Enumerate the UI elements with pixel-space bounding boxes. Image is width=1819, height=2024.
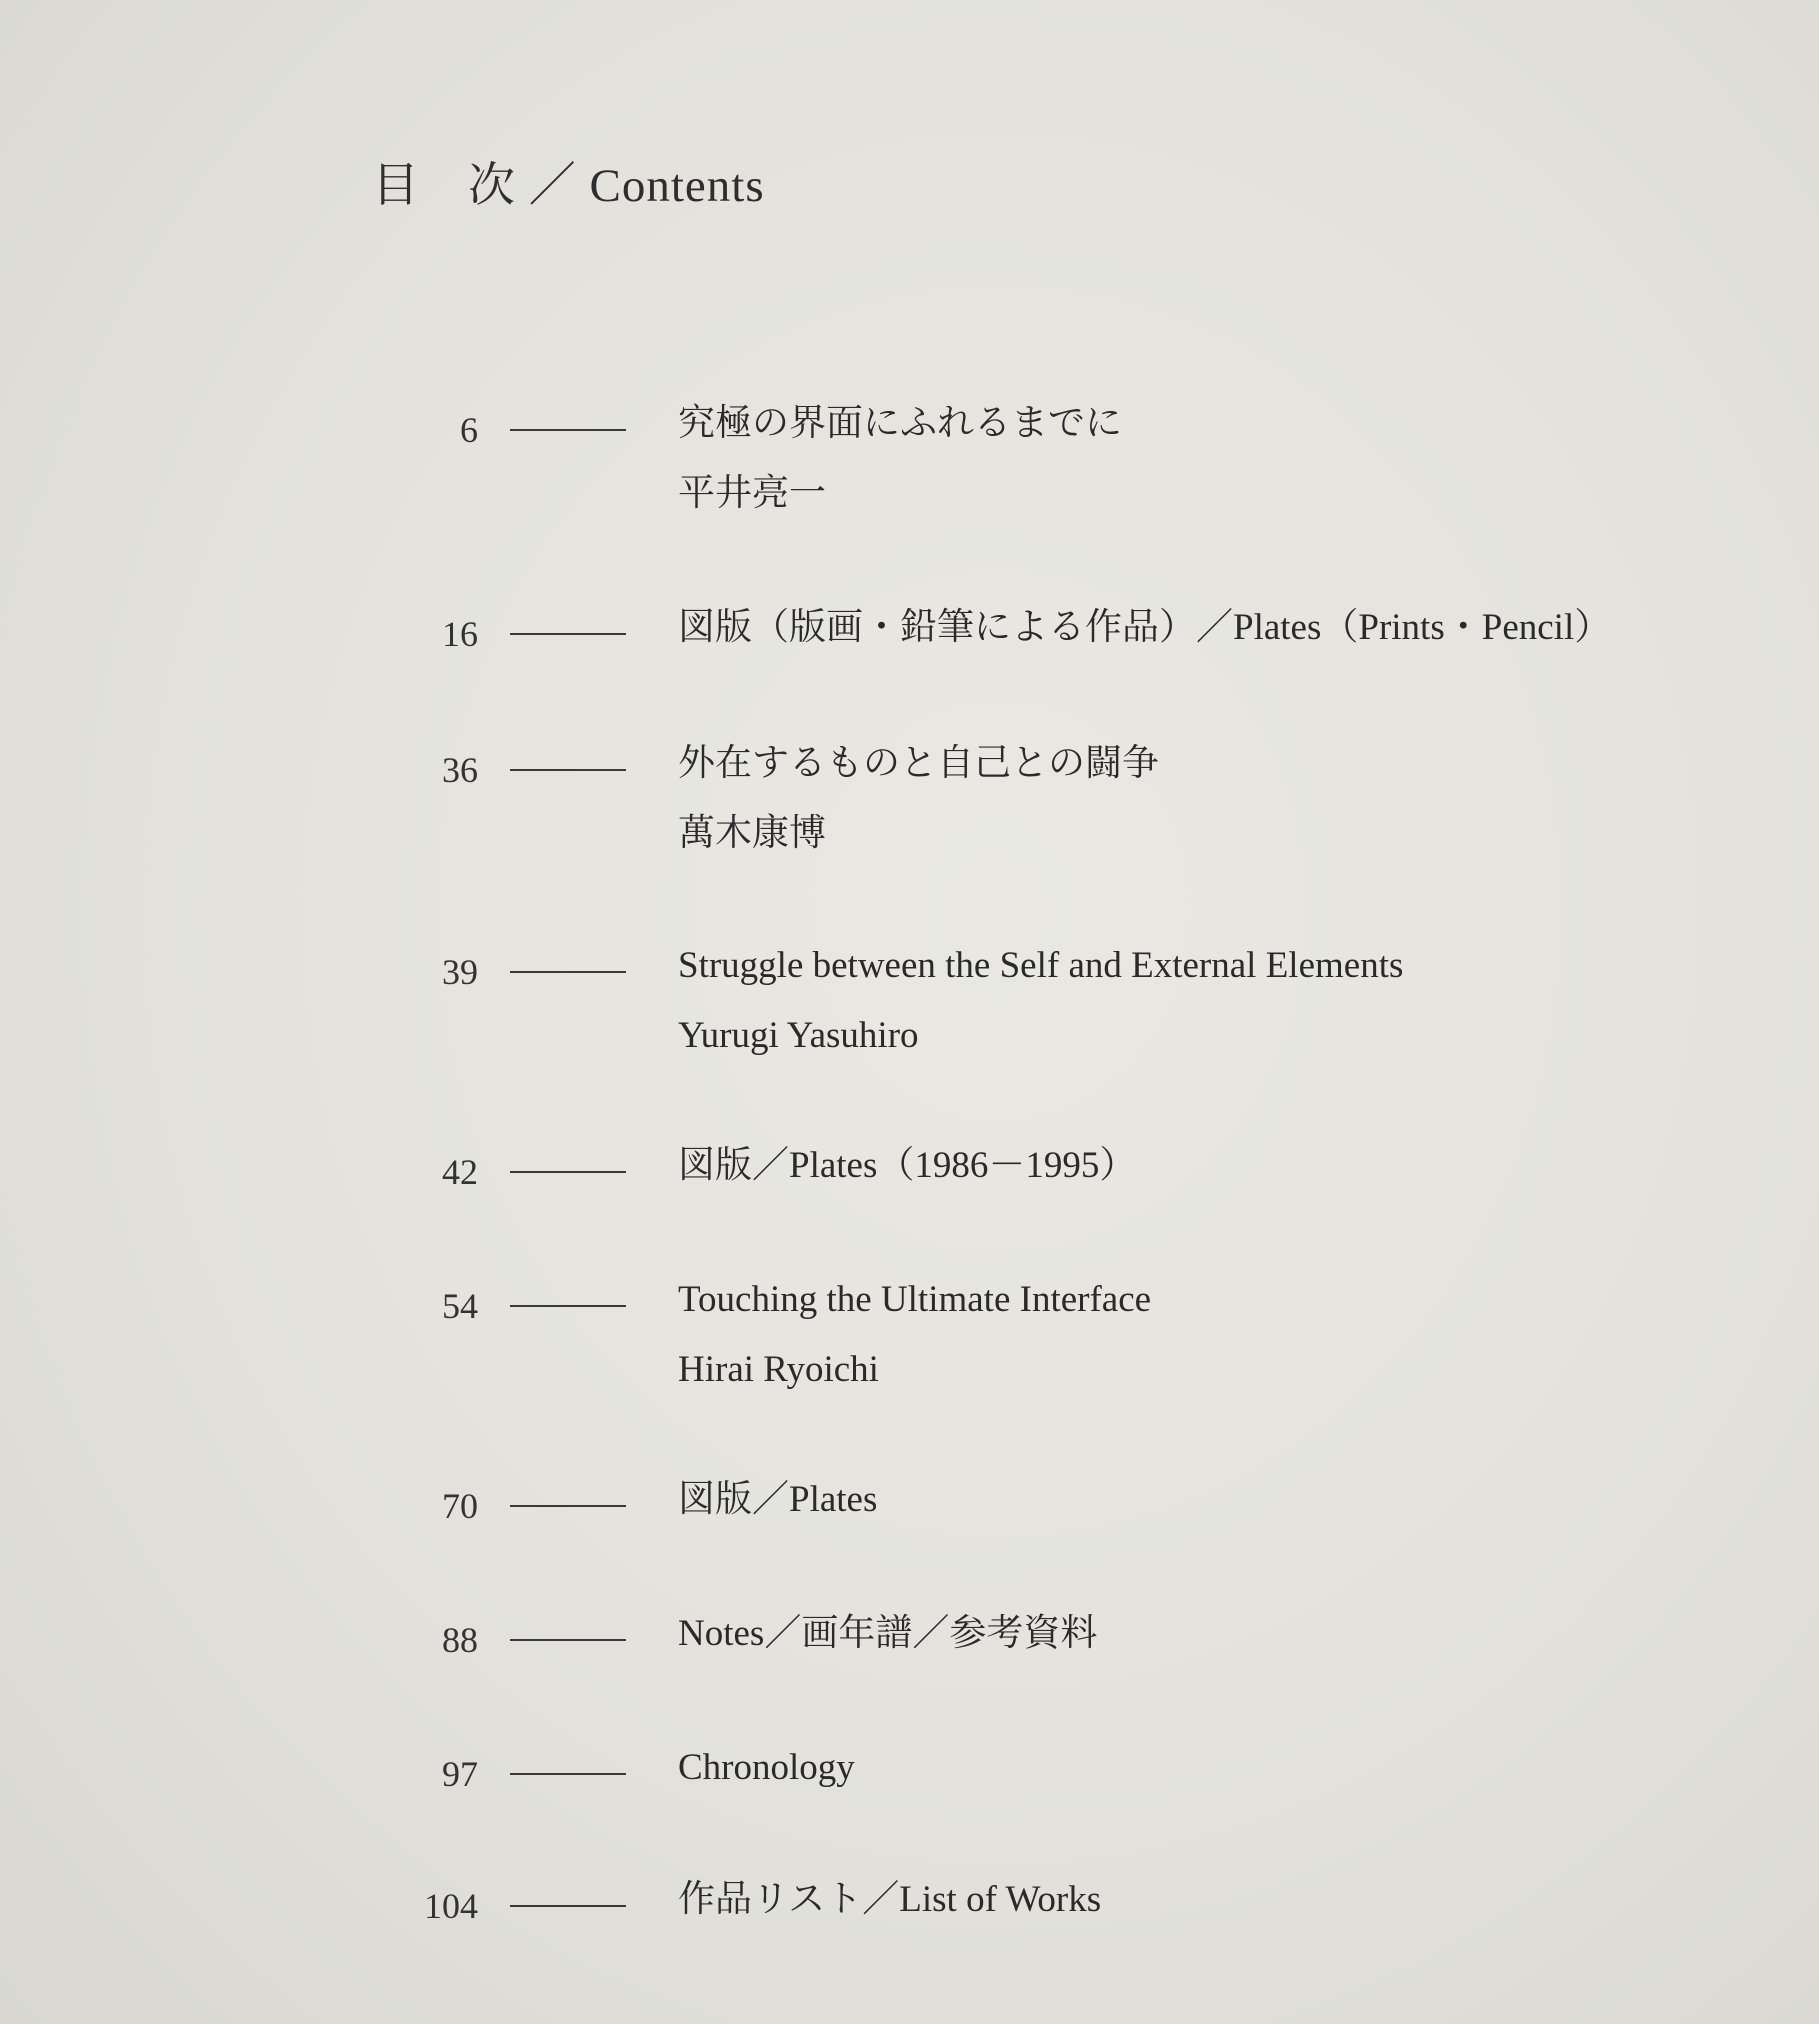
toc-entry[interactable] xyxy=(400,403,1700,548)
toc-author: Yurugi Yasuhiro xyxy=(678,1015,919,1056)
toc-entry[interactable] xyxy=(400,607,1700,752)
toc-rule xyxy=(510,971,626,973)
toc-page-number: 42 xyxy=(442,1152,478,1192)
toc-author: 平井亮一 xyxy=(678,473,826,514)
toc-entry[interactable] xyxy=(400,1879,1700,2024)
toc-rule xyxy=(510,1905,626,1907)
toc-entry[interactable] xyxy=(400,743,1700,888)
toc-rule xyxy=(510,1773,626,1775)
toc-page-number: 36 xyxy=(442,750,478,790)
toc-entry[interactable] xyxy=(400,945,1700,1090)
toc-rule xyxy=(510,1505,626,1507)
toc-author: Hirai Ryoichi xyxy=(678,1349,879,1390)
toc-title: 図版／Plates xyxy=(678,1479,878,1520)
toc-title: Notes／画年譜／参考資料 xyxy=(678,1613,1098,1654)
toc-page-number: 6 xyxy=(460,410,478,450)
toc-page-number: 70 xyxy=(442,1486,478,1526)
toc-page-number: 97 xyxy=(442,1754,478,1794)
toc-rule xyxy=(510,1639,626,1641)
toc-entry[interactable] xyxy=(400,1747,1700,1892)
toc-title: 究極の界面にふれるまでに xyxy=(678,403,1122,444)
toc-rule xyxy=(510,429,626,431)
toc-rule xyxy=(510,633,626,635)
toc-title: 作品リスト／List of Works xyxy=(678,1879,1102,1920)
toc-entry[interactable] xyxy=(400,1279,1700,1424)
toc-page-number: 39 xyxy=(442,952,478,992)
toc-page-number: 16 xyxy=(442,614,478,654)
toc-page-number: 88 xyxy=(442,1620,478,1660)
toc-title: 図版／Plates（1986－1995） xyxy=(678,1145,1137,1186)
toc-entry[interactable] xyxy=(400,1613,1700,1758)
toc-title: Struggle between the Self and External Elements xyxy=(678,945,1404,986)
toc-page-number: 104 xyxy=(424,1886,478,1926)
toc-entry[interactable] xyxy=(400,1479,1700,1624)
toc-title: 図版（版画・鉛筆による作品）／Plates（Prints・Pencil） xyxy=(678,607,1612,648)
toc-author: 萬木康博 xyxy=(678,813,826,854)
toc-title: Chronology xyxy=(678,1747,855,1788)
toc-entry[interactable] xyxy=(400,1145,1700,1290)
toc-page-number: 54 xyxy=(442,1286,478,1326)
toc-rule xyxy=(510,769,626,771)
toc-rule xyxy=(510,1305,626,1307)
page-title: 目 次 ／ Contents xyxy=(372,160,765,212)
toc-title: 外在するものと自己との闘争 xyxy=(678,743,1159,784)
toc-rule xyxy=(510,1171,626,1173)
toc-title: Touching the Ultimate Interface xyxy=(678,1279,1152,1320)
